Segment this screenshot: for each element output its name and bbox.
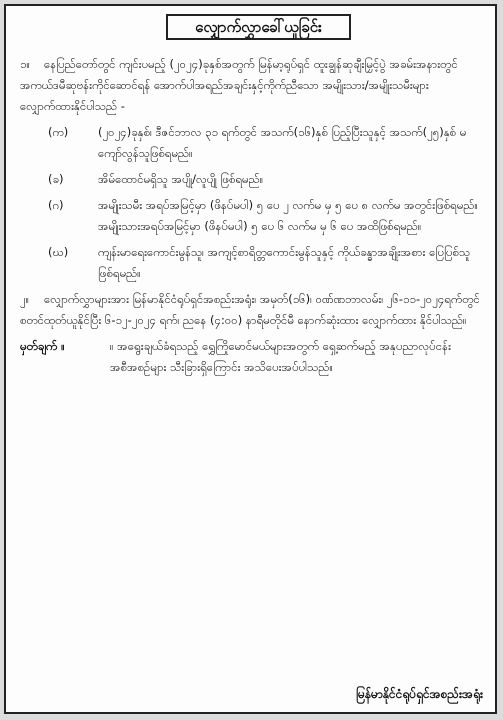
notice-frame xyxy=(4,4,497,714)
requirement-item xyxy=(20,242,485,284)
paragraph-1 xyxy=(20,54,485,117)
requirement-item xyxy=(20,122,485,164)
requirement-text: အမျိုးသမီး အရပ်အမြင့်မှာ (ဖိနပ်မပါ) ၅ ပေ ၂ လက်မ မှ ၅ ပေ ၈ လက်မ အတွင်းဖြစ်ရမည်။ အမျိုးသားအရပ်အမြင့်မှာ (ဖိနပ်မပါ) ၅ ပေ ၆ လက်မ မှ ၆ ပေ အထိဖြစ်ရမည်။ xyxy=(98,198,478,233)
issuer-signature: မြန်မာနိုင်ငံရုပ်ရှင်အစည်းအရုံး xyxy=(355,687,483,701)
requirement-label: (ဃ) xyxy=(48,245,69,259)
paragraph-1-text: နေပြည်တော်တွင် ကျင်းပမည့် (၂၀၂၄)ခုနှစ်အတွက် မြန်မာ့ရုပ်ရှင် ထူးချွန်ဆုချီးမြှင့်ပွဲ အခမ်းအနားတွင် အကယ်ဒမီဆုဗန်းကိုင်ဆောင်ရန် အောက်ပါအရည်အချင်းနှင့်ကိုက်ညီသော အမျိုးသား/အမျိုးသမီးများ လျှောက်ထားနိုင်ပါသည် - xyxy=(20,57,458,113)
requirement-label: (က) xyxy=(48,125,69,139)
requirement-label: (ဂ) xyxy=(48,198,64,212)
requirement-text: ကျန်းမာရေးကောင်းမွန်သူ၊ အကျင့်စာရိတ္တကောင်းမွန်သူနှင့် ကိုယ်ခန္ဓာအချိုးအစား ပြေပြစ်သူဖြစ်ရမည်။ xyxy=(98,245,471,280)
notice-body xyxy=(20,54,485,706)
note-label: မှတ်ချက် ။ xyxy=(20,339,65,353)
note-text: ။ အရွေးချယ်ခံရသည့် ရွှေကြိုမောင်မယ်များအတွက် ရှေ့ဆက်မည့် အနုပညာလုပ်ငန်းအစီအစဉ်များ သီးခြားရှိကြောင်း အသိပေးအပ်ပါသည်။ xyxy=(110,339,451,374)
paragraph-2-text: လျှောက်လွှာများအား မြန်မာနိုင်ငံရုပ်ရှင်အစည်းအရုံး၊ အမှတ်(၁၆)၊ ဝဏ်ဏဘာလမ်း၊ ၂၆-၁၁-၂၀၂၄ရက်တွင် စတင်ထုတ်ယူနိုင်ပြီး ၆-၁၂-၂၀၂၄ ရက်၊ ညနေ (၄:၀၀) နာရီမတိုင်မီ နောက်ဆုံးထား လျှောက်ထား နိုင်ပါသည်။ xyxy=(20,292,480,327)
paragraph-2 xyxy=(20,289,485,331)
requirement-label: (ခ) xyxy=(48,172,64,186)
notice-title: လျှောက်လွှာခေါ်ယူခြင်း xyxy=(166,14,351,40)
requirement-text: အိမ်ထောင်မရှိသူ အပျို/လူပျို ဖြစ်ရမည်။ xyxy=(98,172,264,186)
requirement-text: (၂၀၂၄)ခုနှစ်၊ ဒီဇင်ဘာလ ၃၁ ရက်တွင် အသက်(၁၆)နှစ် ပြည့်ပြီးသူနှင့် အသက်(၂၅)နှစ် မကျော်လွန်သူဖြစ်ရမည်။ xyxy=(98,125,467,160)
paragraph-2-number: ၂။ xyxy=(20,292,30,306)
note xyxy=(20,336,485,378)
requirement-item xyxy=(20,169,485,190)
paragraph-1-number: ၁။ xyxy=(20,57,30,71)
requirement-item xyxy=(20,195,485,237)
